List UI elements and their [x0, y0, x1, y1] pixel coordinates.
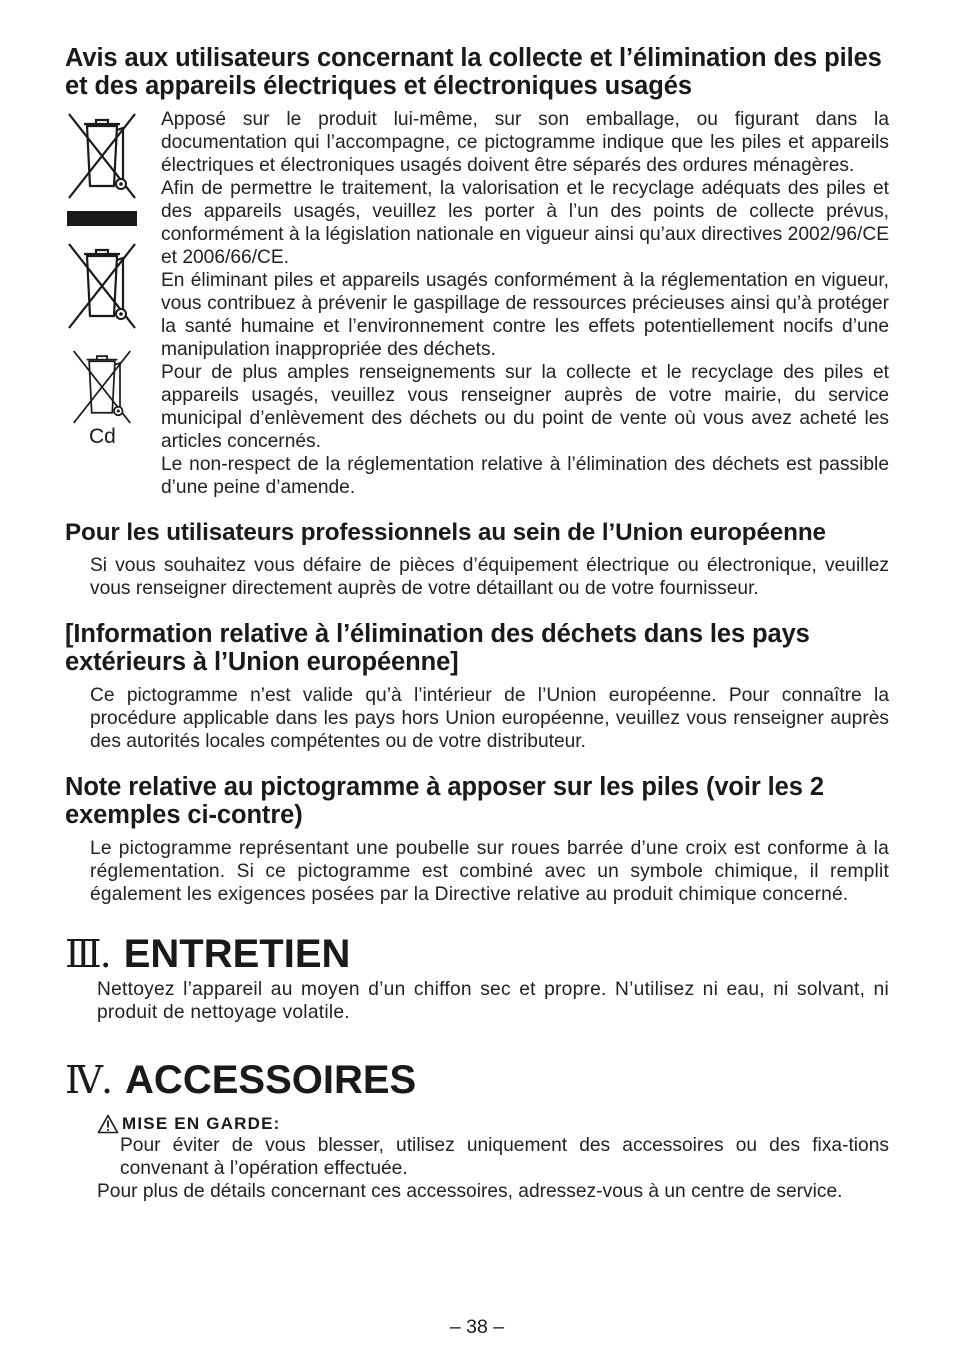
weee-paragraph: Afin de permettre le traitement, la valorisation et le recyclage adéquats des piles et des appareils usagés, veuillez les porter à l’un des points de collecte prévus, conformément à la législation nationale en vigueur ainsi qu’aux directives 2002/96/CE et 2006/66/CE.: [161, 178, 889, 268]
maintenance-chapter: [65, 932, 889, 1024]
accessories-text: Pour plus de détails concernant ces accessoires, adressez-vous à un centre de service.: [97, 1181, 843, 1202]
maintenance-text: Nettoyez l’appareil au moyen d’un chiffon sec et propre. N’utilisez ni eau, ni solvant, ni produit de nettoyage volatile.: [97, 979, 889, 1023]
bin-underline-bar: [67, 211, 137, 226]
chapter-numeral: Ⅳ.: [65, 1058, 112, 1102]
weee-section: [65, 44, 889, 499]
crossed-wheelie-bin-icon: [72, 348, 132, 426]
outside-eu-title: [Information relative à l’élimination des déchets dans les pays extérieurs à l’Union européenne]: [65, 620, 810, 676]
crossed-wheelie-bin-icon: [67, 112, 137, 200]
outside-eu-section: [65, 620, 889, 753]
weee-paragraph: En éliminant piles et appareils usagés conformément à la réglementation en vigueur, vous contribuez à prévenir le gaspillage de ressources précieuses ainsi qu’à protéger la santé humaine et l’environnement contre les effets potentiellement nocifs d’une manipulation inappropriée des déchets.: [161, 270, 889, 360]
battery-note-section: [65, 773, 889, 906]
professional-users-section: [65, 519, 889, 600]
outside-eu-text: Ce pictogramme n’est valide qu’à l’intérieur de l’Union européenne. Pour connaître la procédure applicable dans les pays hors Union européenne, veuillez vous renseigner auprès des autorités locales compétentes ou de votre distributeur.: [90, 685, 889, 752]
weee-paragraph: Apposé sur le produit lui-même, sur son emballage, ou figurant dans la documentation qui l’accompagne, ce pictogramme indique que les piles et appareils électriques et électroniques usagés doivent être séparés des ordures ménagères.: [161, 109, 889, 176]
document-page: [65, 44, 889, 1203]
battery-note-text: Le pictogramme représentant une poubelle sur roues barrée d’une croix est conforme à la réglementation. Si ce pictogramme est combiné avec un symbole chimique, il remplit également les exigences posées par la Directive relative au produit chimique concerné.: [90, 838, 889, 905]
warning-triangle-icon: [97, 1114, 119, 1134]
battery-note-title: Note relative au pictogramme à apposer sur les piles (voir les 2 exemples ci-contre): [65, 773, 824, 829]
maintenance-heading: [65, 932, 889, 976]
warning-label: MISE EN GARDE:: [122, 1114, 281, 1133]
warning-header: [97, 1114, 889, 1134]
accessories-heading: [65, 1058, 889, 1102]
crossed-wheelie-bin-icon: [67, 242, 137, 330]
weee-paragraphs: [161, 108, 889, 499]
weee-icons: [65, 112, 161, 499]
professional-users-text: Si vous souhaitez vous défaire de pièces d’équipement électrique ou électronique, veuillez vous renseigner directement auprès de votre détaillant ou de votre fournisseur.: [90, 555, 889, 599]
chapter-title: ACCESSOIRES: [125, 1058, 417, 1102]
warning-text: Pour éviter de vous blesser, utilisez uniquement des accessoires ou des fixa-tions convenant à l’opération effectuée.: [120, 1135, 889, 1179]
weee-paragraph: Pour de plus amples renseignements sur la collecte et le recyclage des piles et appareils usagés, veuillez vous renseigner auprès de votre mairie, du service municipal d’enlèvement des déchets ou du point de vente où vous avez acheté les articles concernés.: [161, 362, 889, 452]
weee-body: [65, 109, 889, 499]
chapter-numeral: Ⅲ.: [65, 932, 110, 976]
weee-paragraph: Le non-respect de la réglementation relative à l’élimination des déchets est passible d’une peine d’amende.: [161, 454, 889, 498]
chapter-title: ENTRETIEN: [123, 932, 351, 976]
accessories-chapter: [65, 1058, 889, 1203]
weee-title: Avis aux utilisateurs concernant la collecte et l’élimination des piles et des appareils électriques et électroniques usagés: [65, 44, 882, 100]
professional-users-title: Pour les utilisateurs professionnels au sein de l’Union européenne: [65, 519, 826, 546]
page-number: – 38 –: [449, 1316, 505, 1338]
chemical-symbol: Cd: [89, 425, 116, 448]
